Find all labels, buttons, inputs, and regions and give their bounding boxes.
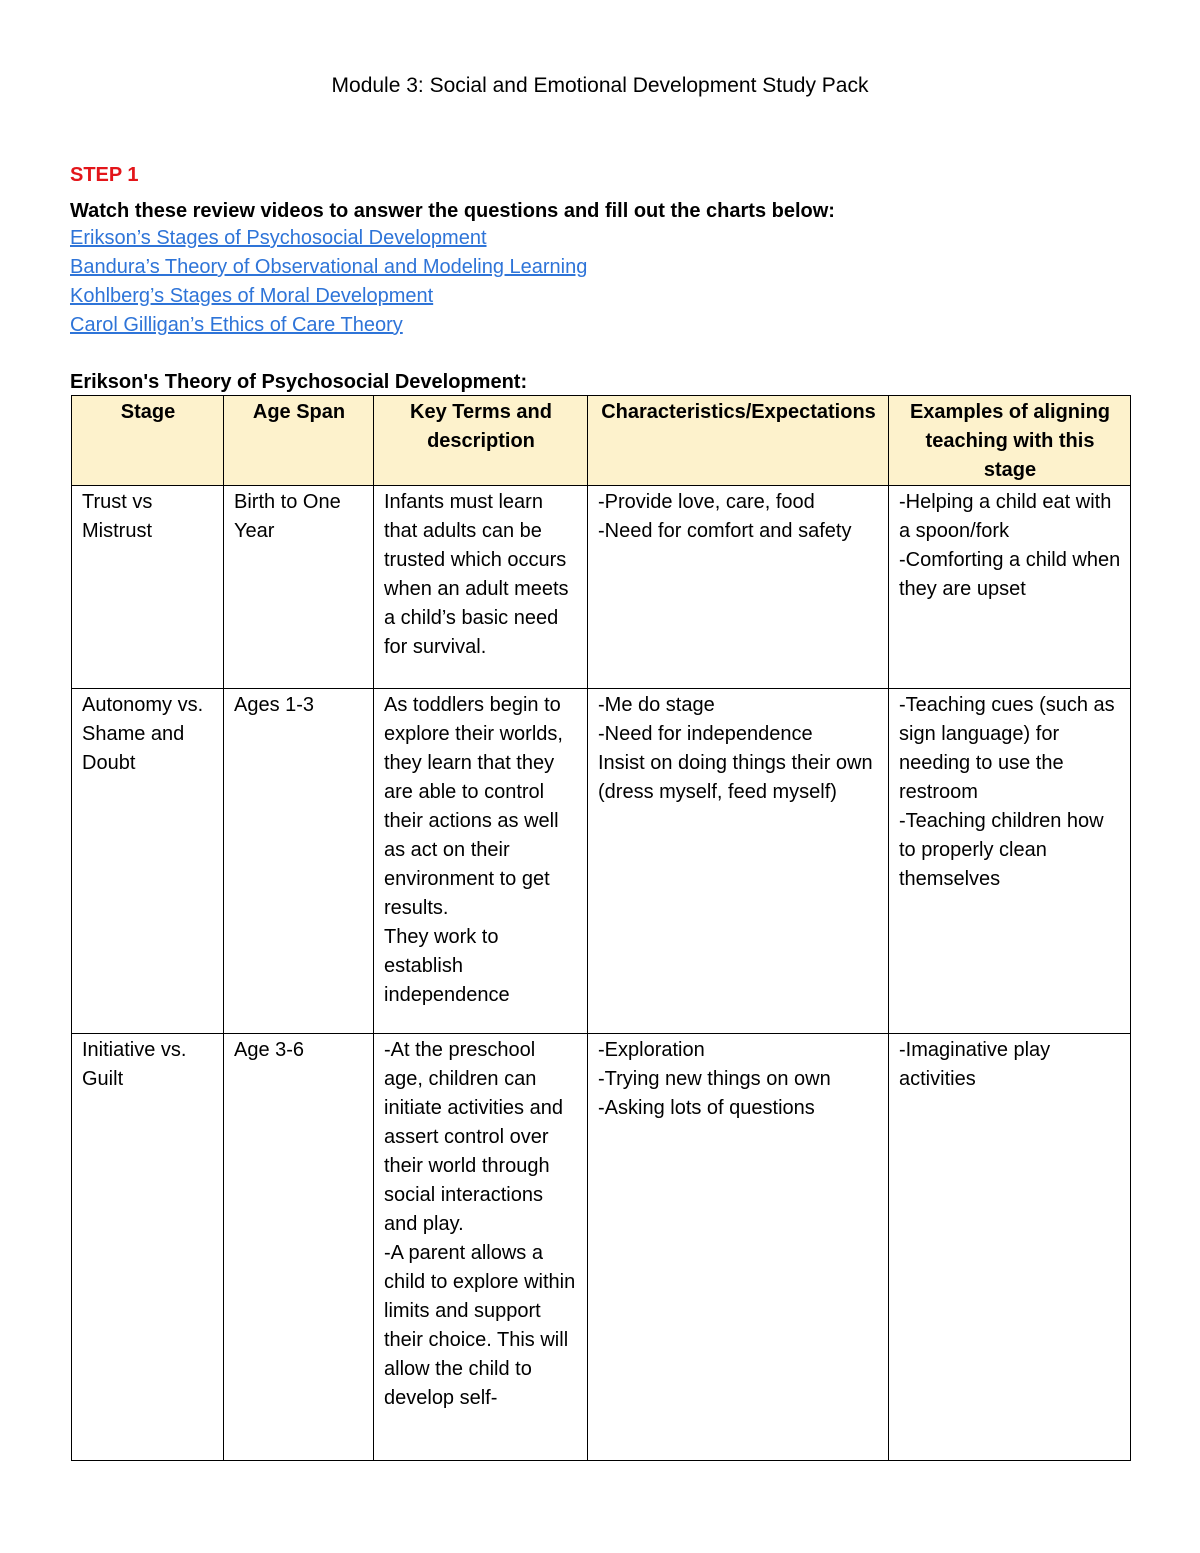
video-link-item <box>70 224 587 253</box>
characteristics-line: -Need for comfort and safety <box>598 520 852 542</box>
bandura-video-link[interactable]: Bandura’s Theory of Observational and Modeling Learning <box>70 256 588 278</box>
examples-line: -Imaginative play activities <box>899 1039 1051 1090</box>
examples-line: -Teaching cues (such as sign language) for needing to use the restroom <box>899 694 1115 803</box>
key-terms-line: -A parent allows a child to explore within limits and support their choice. This will allow the child to develop self- <box>384 1242 576 1409</box>
key-terms-line: As toddlers begin to explore their worlds, they learn that they are able to control their actions as well as act on their environment to get results. <box>384 694 563 919</box>
video-link-item <box>70 311 587 340</box>
examples-line: -Helping a child eat with a spoon/fork <box>899 491 1112 542</box>
header-characteristics: Characteristics/Expectations <box>588 396 889 486</box>
table-row <box>72 689 1131 1034</box>
stage-cell: Autonomy vs. Shame and Doubt <box>72 689 224 1034</box>
characteristics-line: -Me do stage <box>598 694 715 716</box>
characteristics-cell <box>588 689 889 1034</box>
instructions-text: Watch these review videos to answer the questions and fill out the charts below: <box>70 200 835 222</box>
age-span-cell: Age 3-6 <box>224 1034 374 1461</box>
erikson-stages-table <box>71 395 1131 1461</box>
header-age-span: Age Span <box>224 396 374 486</box>
age-span-cell: Ages 1-3 <box>224 689 374 1034</box>
examples-line: -Teaching children how to properly clean themselves <box>899 810 1104 890</box>
examples-line: -Comforting a child when they are upset <box>899 549 1121 600</box>
page-title: Module 3: Social and Emotional Development Study Pack <box>331 74 869 97</box>
gilligan-video-link[interactable]: Carol Gilligan’s Ethics of Care Theory <box>70 314 403 336</box>
kohlberg-video-link[interactable]: Kohlberg’s Stages of Moral Development <box>70 285 434 307</box>
examples-cell <box>889 486 1131 689</box>
video-links-list <box>70 224 587 340</box>
key-terms-line: They work to establish independence <box>384 926 510 1006</box>
key-terms-line: Infants must learn that adults can be trusted which occurs when an adult meets a child’s basic need for survival. <box>384 491 569 658</box>
key-terms-cell <box>374 689 588 1034</box>
characteristics-line: -Need for independence <box>598 723 813 745</box>
key-terms-line: -At the preschool age, children can initiate activities and assert control over their world through social interactions and play. <box>384 1039 563 1235</box>
erikson-video-link[interactable]: Erikson’s Stages of Psychosocial Development <box>70 227 487 249</box>
characteristics-line: -Trying new things on own <box>598 1068 831 1090</box>
video-link-item <box>70 282 587 311</box>
stage-cell: Initiative vs. Guilt <box>72 1034 224 1461</box>
table-row <box>72 486 1131 689</box>
examples-cell <box>889 1034 1131 1461</box>
characteristics-line: Insist on doing things their own (dress myself, feed myself) <box>598 752 873 803</box>
characteristics-line: -Provide love, care, food <box>598 491 815 513</box>
characteristics-line: -Exploration <box>598 1039 705 1061</box>
examples-cell <box>889 689 1131 1034</box>
key-terms-cell <box>374 486 588 689</box>
header-stage: Stage <box>72 396 224 486</box>
header-key-terms: Key Terms and description <box>374 396 588 486</box>
stage-cell: Trust vs Mistrust <box>72 486 224 689</box>
characteristics-line: -Asking lots of questions <box>598 1097 815 1119</box>
header-examples: Examples of aligning teaching with this stage <box>889 396 1131 486</box>
characteristics-cell <box>588 1034 889 1461</box>
step-label: STEP 1 <box>70 164 139 186</box>
table-heading: Erikson's Theory of Psychosocial Development: <box>70 371 528 393</box>
age-span-cell: Birth to One Year <box>224 486 374 689</box>
table-row <box>72 1034 1131 1461</box>
table-header-row <box>72 396 1131 486</box>
video-link-item <box>70 253 587 282</box>
key-terms-cell <box>374 1034 588 1461</box>
characteristics-cell <box>588 486 889 689</box>
